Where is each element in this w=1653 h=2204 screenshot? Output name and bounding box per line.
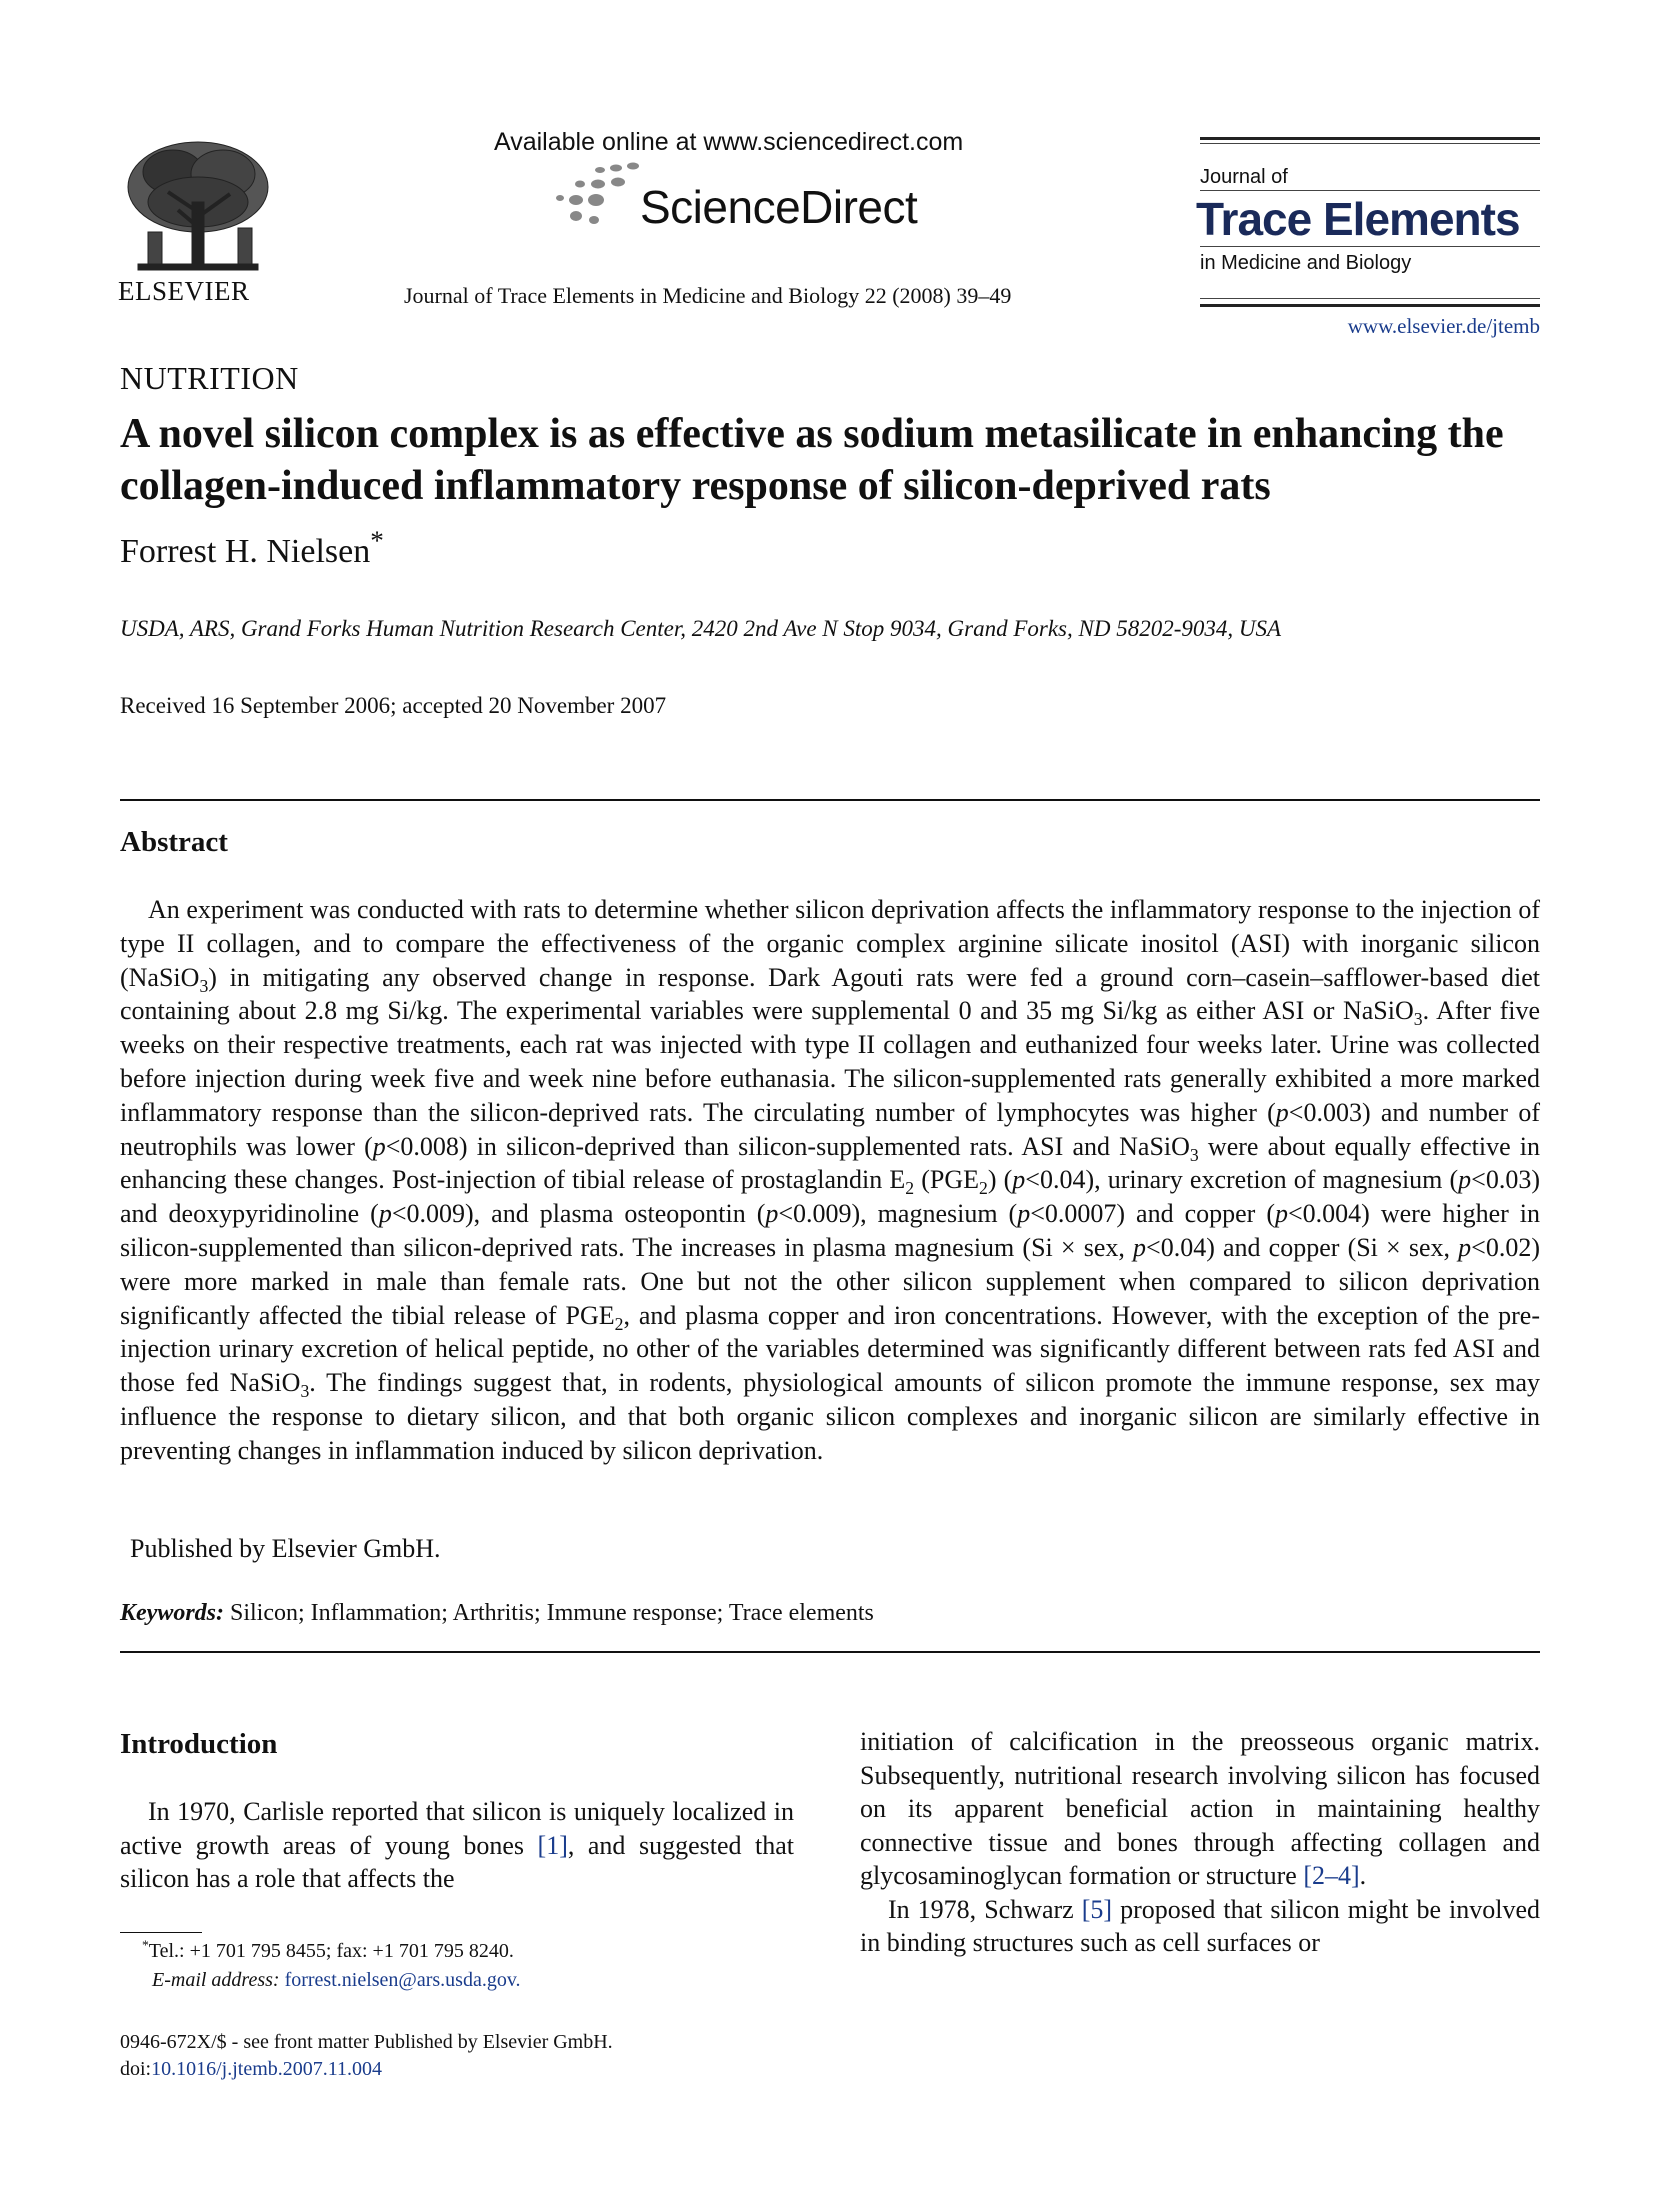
affiliation: USDA, ARS, Grand Forks Human Nutrition Research Center, 2420 2nd Ave N Stop 9034, Grand Forks, ND 58202-9034, USA bbox=[120, 616, 1282, 641]
citation-link-1[interactable]: [1] bbox=[537, 1830, 568, 1860]
journal-brand-rule bbox=[1200, 137, 1540, 140]
citation-link-2-4[interactable]: [2–4] bbox=[1303, 1861, 1360, 1890]
author-footnote-mark[interactable]: * bbox=[370, 525, 384, 556]
journal-brand-of: Journal of bbox=[1200, 166, 1288, 188]
keywords-line bbox=[120, 1600, 874, 1627]
abstract-bottom-rule bbox=[120, 1651, 1540, 1653]
received-dates: Received 16 September 2006; accepted 20 November 2007 bbox=[120, 693, 667, 718]
elsevier-tree-logo bbox=[118, 132, 278, 282]
section-label: NUTRITION bbox=[120, 360, 299, 396]
author-name: Forrest H. Nielsen bbox=[120, 533, 371, 570]
journal-brand-title: Trace Elements bbox=[1196, 193, 1520, 245]
body-paragraph: In 1978, Schwarz [5] proposed that silicon might be involved in binding structures such as cell surfaces or bbox=[860, 1894, 1540, 1957]
citation-link-5[interactable]: [5] bbox=[1081, 1894, 1113, 1924]
body-column-right bbox=[860, 1725, 1540, 1960]
keywords-terms: Silicon; Inflammation; Arthritis; Immune response; Trace elements bbox=[230, 1600, 874, 1626]
email-link[interactable]: forrest.nielsen@ars.usda.gov. bbox=[284, 1969, 521, 1991]
footnote-rule bbox=[120, 1932, 202, 1933]
author-line bbox=[120, 525, 384, 571]
abstract-top-rule bbox=[120, 799, 1540, 801]
abstract-paragraph: An experiment was conducted with rats to determine whether silicon deprivation affects the inflammatory response to the injection of type II collagen, and to compare the effectiveness of the organic complex arginine silicate inositol (ASI) with inorganic silicon (NaSiO$_3$) in mitigating any observed change in response. Dark Agouti rats were fed a ground corn–casein–safflower-based diet containing about 2.8 mg Si/kg. The experimental variables were supplemental 0 and 35 mg Si/kg as either ASI or NaSiO$_3$. After five weeks on their respective treatments, each rat was injected with type II collagen and euthanized four weeks later. Urine was collected before injection during week five and week nine before euthanasia. The silicon-supplemented rats generally exhibited a more marked inflammatory response than the silicon-deprived rats. The circulating number of lymphocytes was higher (p<0.003) and number of neutrophils was lower (p<0.008) in silicon-deprived than silicon-supplemented rats. ASI and NaSiO$_3$ were about equally effective in enhancing these changes. Post-injection of tibial release of prostaglandin $E_2$ $(PGE_2)$ (p<0.04), urinary excretion of magnesium (p<0.03) and deoxypyridinoline (p<0.009), and plasma osteopontin (p<0.009), magnesium (p<0.0007) and copper (p<0.004) were higher in silicon-supplemented than silicon-deprived rats. The increases in plasma magnesium (Si × sex, p<0.04) and copper (Si × sex, p<0.02) were more marked in male than female rats. One but not the other silicon supplement when compared to silicon deprivation significantly affected the tibial release of $PGE_2$, and plasma copper and iron concentrations. However, with the exception of the pre-injection urinary excretion of helical peptide, no other of the variables determined was significantly different between rats fed ASI and those fed NaSiO$_3$. The findings suggest that, in rodents, physiological amounts of silicon promote the immune response, sex may influence the response to dietary silicon, and that both organic silicon complexes and inorganic silicon are similarly effective in preventing changes in inflammation induced by silicon deprivation. bbox=[120, 895, 1541, 1465]
issn-line: 0946-672X/$ - see front matter Published by Elsevier GmbH. bbox=[120, 2031, 613, 2053]
sciencedirect-dots-icon bbox=[540, 162, 650, 234]
doi-line bbox=[120, 2058, 382, 2081]
email-label: E-mail address: bbox=[152, 1969, 280, 1991]
publisher-wordmark: ELSEVIER bbox=[118, 276, 250, 306]
footnote-email bbox=[152, 1969, 521, 1992]
published-by: Published by Elsevier GmbH. bbox=[130, 1534, 441, 1563]
journal-brand-subtitle: in Medicine and Biology bbox=[1200, 252, 1412, 274]
keywords-label: Keywords: bbox=[120, 1600, 224, 1626]
body-column-left bbox=[120, 1795, 794, 1896]
abstract-heading: Abstract bbox=[120, 826, 228, 858]
body-paragraph: initiation of calcification in the preosseous organic matrix. Subsequently, nutritional research involving silicon has focused on its apparent beneficial action in maintaining healthy connective tissue and bones through affecting collagen and glycosaminoglycan formation or structure [2–4]. bbox=[860, 1727, 1540, 1890]
journal-brand-rule bbox=[1200, 304, 1540, 307]
article-title: A novel silicon complex is as effective as sodium metasilicate in enhancing the collagen-induced inflammatory response of silicon-deprived rats bbox=[120, 411, 1504, 509]
journal-brand-rule bbox=[1200, 246, 1540, 247]
doi-link[interactable]: 10.1016/j.jtemb.2007.11.004 bbox=[151, 2058, 383, 2080]
footnote-tel bbox=[142, 1937, 514, 1963]
journal-citation: Journal of Trace Elements in Medicine and Biology 22 (2008) 39–49 bbox=[404, 283, 1012, 308]
introduction-heading: Introduction bbox=[120, 1728, 278, 1760]
journal-brand-rule bbox=[1200, 298, 1540, 299]
journal-url-link[interactable]: www.elsevier.de/jtemb bbox=[1347, 314, 1540, 338]
footnote-mark: * bbox=[142, 1937, 149, 1953]
doi-label: doi: bbox=[120, 2058, 152, 2080]
sciencedirect-wordmark: ScienceDirect bbox=[640, 181, 918, 233]
journal-brand-rule bbox=[1200, 143, 1540, 144]
available-online-text: Available online at www.sciencedirect.com bbox=[494, 128, 964, 156]
footnote-tel-text: Tel.: +1 701 795 8455; fax: +1 701 795 8240. bbox=[148, 1940, 514, 1962]
body-paragraph: In 1970, Carlisle reported that silicon is uniquely localized in active growth areas of young bones [1], and suggested that silicon has a role that affects the bbox=[120, 1797, 794, 1893]
abstract-body bbox=[120, 893, 1540, 1468]
journal-brand-rule bbox=[1200, 190, 1540, 191]
